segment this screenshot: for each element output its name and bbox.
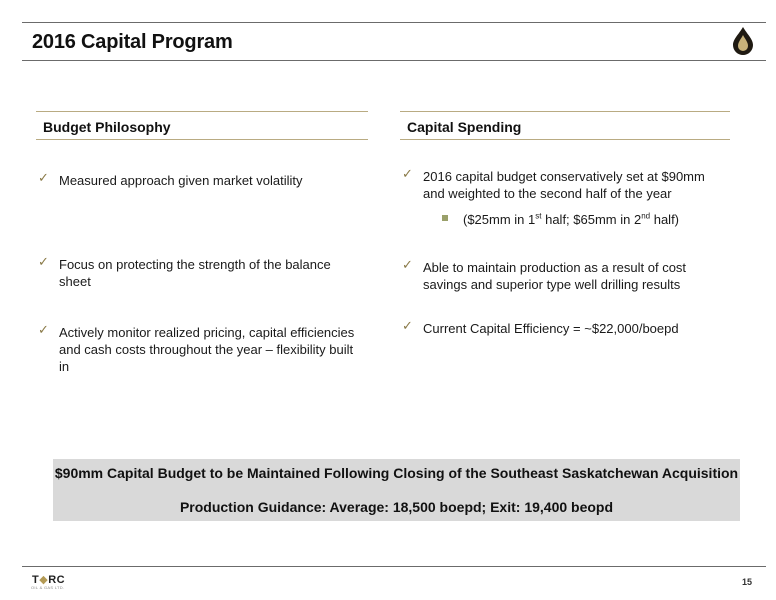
bullet-line: sheet [59, 274, 91, 289]
left-bullet-1 [59, 172, 303, 189]
right-heading-bottom-rule [400, 139, 730, 140]
guidance-banner [53, 459, 740, 521]
banner-headline: $90mm Capital Budget to be Maintained Following Closing of the Southeast Saskatchewan Acquisition [54, 465, 739, 481]
bullet-line: savings and superior type well drilling results [423, 277, 681, 292]
left-bullet-3 [59, 324, 354, 375]
capital-spending-heading: Capital Spending [407, 119, 522, 135]
oil-drop-icon [729, 26, 757, 56]
left-heading-bottom-rule [36, 139, 368, 140]
sub-bullet-text: ($25mm in 1 [463, 212, 536, 227]
left-heading-top-rule [36, 111, 368, 112]
right-bullet-1 [423, 168, 705, 202]
footer-rule [22, 566, 766, 567]
checkmark-icon: ✓ [38, 322, 49, 337]
right-heading-top-rule [400, 111, 730, 112]
page-number: 15 [741, 577, 752, 587]
ordinal-suffix: nd [641, 211, 651, 221]
logo-text: T [32, 574, 40, 586]
top-rule [22, 22, 766, 23]
logo-drop-icon: ◆ [39, 574, 49, 586]
bullet-line: in [59, 359, 70, 374]
banner-guidance: Production Guidance: Average: 18,500 boepd; Exit: 19,400 beopd [179, 499, 614, 515]
checkmark-icon: ✓ [402, 257, 413, 272]
sub-bullet-text: half) [650, 212, 680, 227]
bullet-line: 2016 capital budget conservatively set at $90mm [423, 169, 705, 184]
left-bullet-2 [59, 256, 331, 290]
bullet-line: Able to maintain production as a result of cost [423, 260, 687, 275]
bullet-line: and cash costs throughout the year – flexibility built [59, 342, 354, 357]
sub-bullet-text: half; $65mm in 2 [541, 212, 642, 227]
checkmark-icon: ✓ [38, 170, 49, 185]
ordinal-suffix: st [535, 211, 542, 221]
right-sub-bullet [463, 211, 679, 228]
header-bottom-rule [22, 60, 766, 61]
checkmark-icon: ✓ [38, 254, 49, 269]
square-bullet-icon [442, 215, 448, 221]
logo-text: RC [48, 574, 66, 586]
logo-subtitle: OIL & GAS LTD. [31, 585, 65, 590]
budget-philosophy-heading: Budget Philosophy [43, 119, 171, 135]
page-title: 2016 Capital Program [32, 31, 233, 53]
checkmark-icon: ✓ [402, 166, 413, 181]
right-bullet-2 [423, 259, 686, 293]
bullet-line: Current Capital Efficiency = ~$22,000/boepd [423, 321, 679, 336]
bullet-line: and weighted to the second half of the year [423, 186, 672, 201]
right-bullet-3 [423, 320, 679, 337]
bullet-line: Actively monitor realized pricing, capital efficiencies [59, 325, 355, 340]
bullet-line: Focus on protecting the strength of the balance [59, 257, 331, 272]
checkmark-icon: ✓ [402, 318, 413, 333]
bullet-line: Measured approach given market volatility [59, 173, 303, 188]
